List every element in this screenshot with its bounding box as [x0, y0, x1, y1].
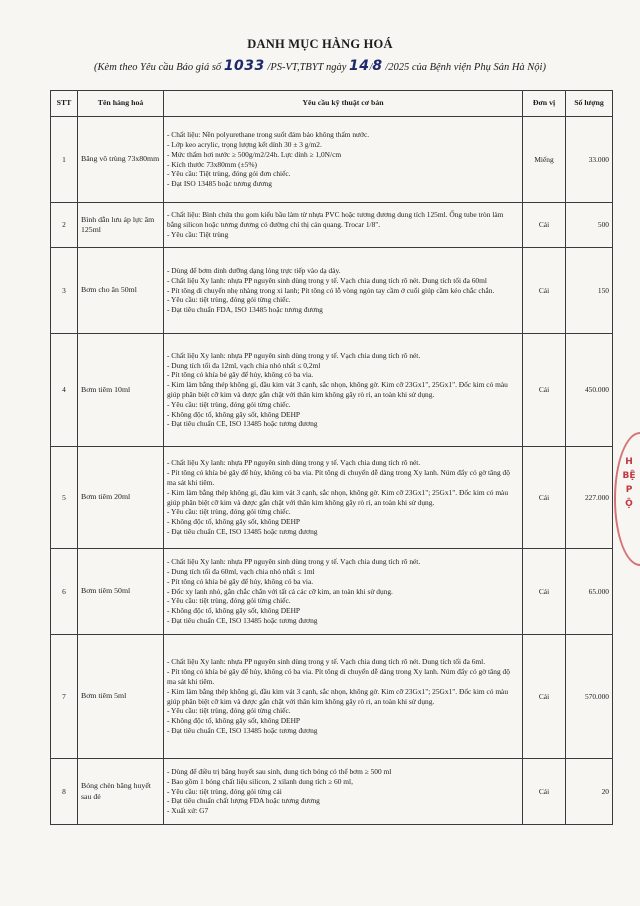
row-unit: Cái	[523, 248, 566, 334]
requirement-line: - Yêu cầu: tiệt trùng, đóng gói từng chiếc.	[167, 399, 291, 409]
row-stt: 8	[51, 759, 78, 825]
requirement-line: - Chất liệu Xy lanh: nhựa PP nguyên sinh dùng trong y tế. Vạch chia dung tích rõ nét.	[167, 557, 421, 567]
requirement-line: - Dung tích tối đa 12ml, vạch chia nhỏ nhất ≤ 0,2ml	[167, 360, 321, 370]
table-row	[51, 334, 613, 447]
requirement-line: - Đạt tiêu chuẩn CE, ISO 13485 hoặc tương đương	[167, 526, 318, 536]
goods-table	[50, 90, 613, 825]
row-unit: Cái	[523, 203, 566, 248]
date-separator: /	[369, 62, 373, 73]
row-stt: 2	[51, 203, 78, 248]
table-row	[51, 203, 613, 248]
requirement-line: - Mức thấm hơi nước ≥ 500g/m2/24h. Lực dính ≥ 1,0N/cm	[167, 149, 342, 159]
table-body	[51, 117, 613, 825]
requirement-line: - Chất liệu Xy lanh: nhựa PP nguyên sinh dùng trong y tế. Vạch chia dung tích rõ nét. Dung tích tối đa 6ml.	[167, 657, 486, 667]
requirement-line: - Kim làm bằng thép không gỉ, đầu kim vát 3 cạnh, sắc nhọn, không gờ. Kim cỡ 23Gx1", 25Gx1". Đốc kim có màu giúp phân biệt cỡ kim và được gắn chặt với thân kim không gây rò rỉ, an toàn khi sử dụng.	[167, 380, 508, 399]
requirement-line: - Bao gồm 1 bóng chất liệu silicon, 2 xilanh dung tích ≥ 60 ml,	[167, 776, 353, 786]
row-item-name: Bơm tiêm 20ml	[78, 447, 164, 549]
stamp-letter: P	[625, 485, 633, 495]
row-item-name: Bình dẫn lưu áp lực âm 125ml	[78, 203, 164, 248]
subtitle-mid: /PS-VT,TBYT ngày	[264, 62, 349, 73]
row-stt: 3	[51, 248, 78, 334]
row-unit: Cái	[523, 447, 566, 549]
header-name: Tên hàng hoá	[78, 91, 164, 117]
handwritten-month: 8	[372, 58, 383, 74]
requirement-line: - Kim làm bằng thép không gỉ, đầu kim vát 3 cạnh, sắc nhọn, không gờ. Kim cỡ 23Gx1"; 25Gx1". Đốc kim có màu giúp phân biệt cỡ kim và được gắn chặt với thân kim không gây rò rỉ, an toàn khi sử dụng.	[167, 686, 509, 706]
requirement-line: - Yêu cầu: tiệt trùng, đóng gói từng chiếc.	[167, 295, 291, 305]
row-stt: 1	[51, 117, 78, 203]
row-requirements	[164, 549, 523, 635]
row-requirements	[164, 759, 523, 825]
row-unit: Cái	[523, 334, 566, 447]
row-requirements	[164, 635, 523, 759]
row-quantity: 570.000	[566, 635, 613, 759]
table-row	[51, 248, 613, 334]
requirement-line: - Đạt tiêu chuẩn chất lượng FDA hoặc tương đương	[167, 796, 320, 806]
row-unit: Cái	[523, 635, 566, 759]
requirement-line: - Đạt tiêu chuẩn CE, ISO 13485 hoặc tương đương	[167, 725, 318, 735]
requirement-line: - Không độc tố, không gây sốt, không DEHP	[167, 409, 301, 419]
requirement-line: - Đốc xy lanh nhỏ, gắn chắc chắn với tất cả các cỡ kim, an toàn khi sử dụng.	[167, 586, 393, 596]
requirement-line: - Yêu cầu: Tiệt trùng	[167, 229, 229, 239]
row-requirements	[164, 117, 523, 203]
subtitle-suffix: /2025 của Bệnh viện Phụ Sản Hà Nội)	[382, 62, 546, 73]
table-header-row	[51, 91, 613, 117]
row-stt: 6	[51, 549, 78, 635]
document-title: DANH MỤC HÀNG HOÁ	[247, 37, 393, 51]
requirement-line: - Đạt tiêu chuẩn CE, ISO 13485 hoặc tương đương	[167, 419, 318, 429]
requirement-line: - Dung tích tối đa 60ml, vạch chia nhỏ nhất ≤ 1ml	[167, 567, 315, 577]
requirement-line: - Kích thước 73x80mm (±5%)	[167, 159, 257, 169]
subtitle-prefix: (Kèm theo Yêu cầu Báo giá số	[94, 62, 224, 73]
requirement-line: - Chất liệu Xy lanh: nhựa PP nguyên sinh dùng trong y tế. Vạch chia dung tích rõ nét.	[167, 458, 421, 468]
row-quantity: 500	[566, 203, 613, 248]
requirement-line: - Pít tông có khía bẻ gãy để hủy, không có ba via. Pít tông di chuyển dễ dàng trong Xy lanh. Núm đẩy có gờ tăng độ ma sát khi tiêm.	[167, 667, 510, 686]
requirement-line: - Yêu cầu: tiệt trùng, đóng gói từng chiếc.	[167, 596, 291, 606]
header-requirements: Yêu cầu kỹ thuật cơ bản	[164, 91, 523, 117]
stamp-letter: BỆ	[622, 471, 636, 481]
handwritten-day: 14	[349, 58, 370, 74]
row-requirements	[164, 334, 523, 447]
row-item-name: Bơm tiêm 50ml	[78, 549, 164, 635]
row-item-name: Bơm tiêm 10ml	[78, 334, 164, 447]
requirement-line: - Chất liệu Xy lanh: nhựa PP nguyên sinh dùng trong y tế. Vạch chia dung tích rõ nét. Dung tích tối đa 60ml	[167, 275, 487, 285]
row-unit: Cái	[523, 549, 566, 635]
row-quantity: 450.000	[566, 334, 613, 447]
requirement-line: - Yêu cầu: tiệt trùng, đóng gói từng chiếc.	[167, 706, 291, 716]
requirement-line: - Pít tông có khía bẻ gãy để hủy, không có ba via.	[167, 576, 314, 586]
header-stt: STT	[51, 91, 78, 117]
row-requirements	[164, 248, 523, 334]
table-row	[51, 635, 613, 759]
table-row	[51, 549, 613, 635]
requirement-line: - Yêu cầu: tiệt trùng, đóng gói từng chiếc.	[167, 507, 291, 517]
document-subtitle	[0, 58, 640, 74]
row-stt: 4	[51, 334, 78, 447]
row-requirements	[164, 447, 523, 549]
stamp-letters	[621, 455, 637, 511]
header-unit: Đơn vị	[523, 91, 566, 117]
requirement-line: - Đạt tiêu chuẩn CE, ISO 13485 hoặc tương đương	[167, 615, 318, 625]
requirement-line: - Chất liệu Xy lanh: nhựa PP nguyên sinh dùng trong y tế. Vạch chia dung tích rõ nét.	[167, 350, 421, 360]
requirement-line: - Kim làm bằng thép không gỉ, đầu kim vát 3 cạnh, sắc nhọn, không gờ. Kim cỡ 23Gx1"; 25Gx1". Đốc kim có màu giúp phân biệt cỡ kim và được gắn chặt với thân kim không gây rò rỉ, an toàn khi sử dụng.	[167, 487, 509, 507]
requirement-line: - Yêu cầu: Tiệt trùng, đóng gói đơn chiếc.	[167, 169, 291, 179]
handwritten-quote-number: 1033	[223, 58, 265, 74]
requirement-line: - Pít tông có khía bẻ gãy để hủy, không có ba via.	[167, 370, 314, 380]
row-item-name: Bơm tiêm 5ml	[78, 635, 164, 759]
header-quantity: Số lượng	[566, 91, 613, 117]
row-quantity: 20	[566, 759, 613, 825]
table-row	[51, 759, 613, 825]
row-unit: Cái	[523, 759, 566, 825]
row-stt: 7	[51, 635, 78, 759]
requirement-line: - Không độc tố, không gây sốt, không DEHP	[167, 716, 301, 726]
row-quantity: 65.000	[566, 549, 613, 635]
requirement-line: - Đạt ISO 13485 hoặc tương đương	[167, 179, 272, 189]
row-item-name: Bóng chèn băng huyết sau đẻ	[78, 759, 164, 825]
row-item-name: Băng vô trùng 73x80mm	[78, 117, 164, 203]
requirement-line: - Đạt tiêu chuẩn FDA, ISO 13485 hoặc tương đương	[167, 305, 323, 315]
row-unit: Miếng	[523, 117, 566, 203]
row-quantity: 33.000	[566, 117, 613, 203]
row-requirements	[164, 203, 523, 248]
row-stt: 5	[51, 447, 78, 549]
requirement-line: - Chất liệu: Nền polyurethane trong suốt đảm bảo không thấm nước.	[167, 130, 370, 140]
requirement-line: - Dùng để bơm dinh dưỡng dạng lỏng trực tiếp vào dạ dày.	[167, 266, 341, 276]
row-item-name: Bơm cho ăn 50ml	[78, 248, 164, 334]
table-row	[51, 117, 613, 203]
requirement-line: - Lớp keo acrylic, trọng lượng kết dính 30 ± 3 g/m2.	[167, 139, 322, 149]
requirement-line: - Yêu cầu: tiệt trùng, đóng gói từng cái	[167, 786, 282, 796]
stamp-letter: H	[625, 457, 633, 467]
stamp-letter: Ộ	[625, 499, 633, 509]
requirement-line: - Xuất xứ: G7	[167, 806, 209, 816]
requirement-line: - Pít tông có khía bẻ gãy để hủy, không có ba via. Pít tông di chuyển dễ dàng trong Xy lanh. Núm đẩy có gờ tăng độ ma sát khi tiêm.	[167, 468, 510, 487]
table-row	[51, 447, 613, 549]
requirement-line: - Dùng để điều trị băng huyết sau sinh, dung tích bóng có thể bơm ≥ 500 ml	[167, 767, 392, 777]
requirement-line: - Pít tông di chuyển nhẹ nhàng trong xi lanh; Pít tông có lỗ vòng ngón tay cầm ở cuối giúp cầm kéo chắc chắn.	[167, 285, 495, 295]
requirement-line: - Không độc tố, không gây sốt, không DEHP	[167, 517, 301, 527]
requirement-line: - Chất liệu: Bình chứa thu gom kiểu bầu làm từ nhựa PVC hoặc tương đương dung tích 125ml. Ống tube tròn làm bằng silicon hoặc tương đương có đường chỉ thị cản quang. Trocar 1/8".	[167, 210, 504, 230]
row-quantity: 150	[566, 248, 613, 334]
requirement-line: - Không độc tố, không gây sốt, không DEHP	[167, 606, 301, 616]
row-quantity: 227.000	[566, 447, 613, 549]
